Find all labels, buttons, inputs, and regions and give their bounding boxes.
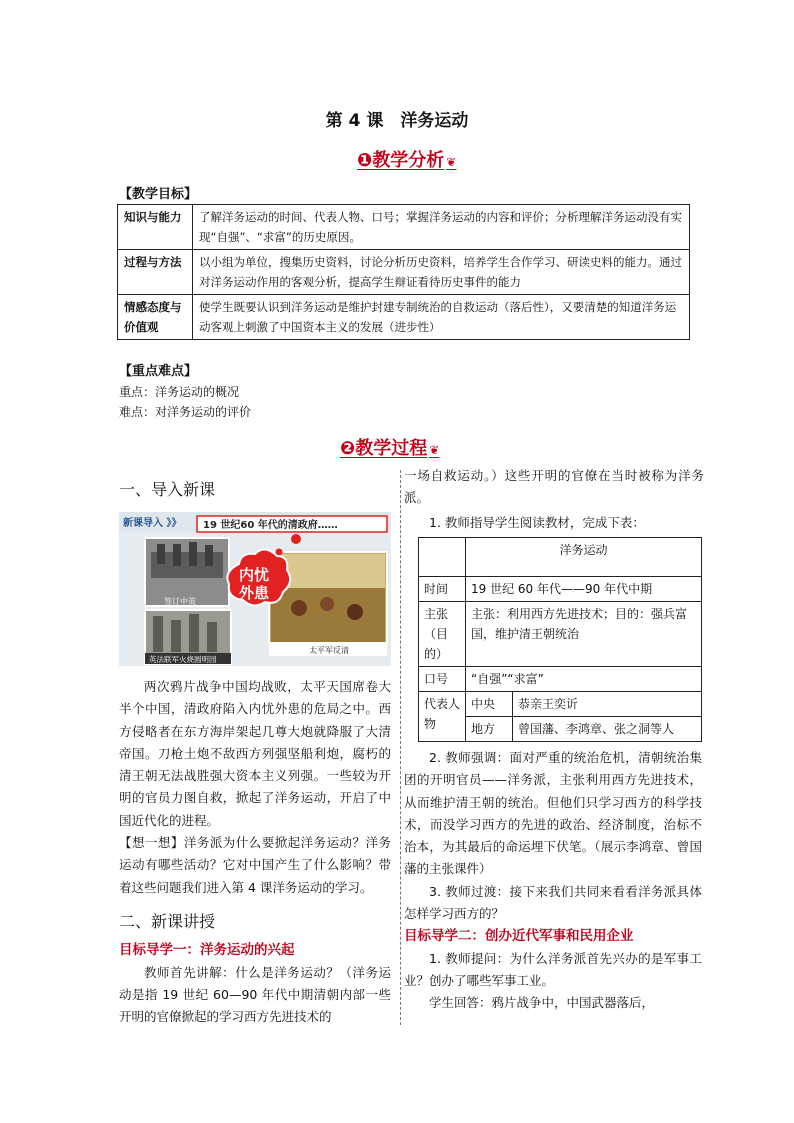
table-row: [419, 602, 702, 667]
table-row: [419, 538, 702, 577]
table-row: [118, 295, 690, 340]
goal-text: 了解洋务运动的时间、代表人物、口号；掌握洋务运动的内容和评价；分析理解洋务运动没有实现“自强”、“求富”的历史原因。: [193, 205, 690, 250]
goal-label: 过程与方法: [118, 250, 193, 295]
row-label-time: 时间: [419, 577, 466, 602]
key-heading: 【重点难点】: [119, 364, 198, 379]
section-number: ❷: [340, 438, 356, 459]
row-value-claim: 主张：利用西方先进技术；目的：强兵富国，维护清王朝统治: [466, 602, 702, 667]
goals-table: [117, 204, 690, 340]
table-row: [419, 577, 702, 602]
svg-text:内忧: 内忧: [239, 566, 270, 584]
image-banner: 19 世纪60 年代的清政府……: [203, 520, 338, 531]
table-row: [419, 692, 702, 717]
table-header: 洋务运动: [466, 538, 702, 577]
instruction-4: 1. 教师提问：为什么洋务派首先兴办的是军事工业？创办了哪些军事工业。: [404, 950, 702, 988]
goal-heading-1: 目标导学一：洋务运动的兴起: [119, 942, 295, 959]
sub-value-central: 恭亲王奕䜣: [513, 692, 702, 717]
new-lesson-heading: 二、新课讲授: [119, 911, 216, 931]
row-value-slogan: “自强”“求富”: [466, 667, 702, 692]
svg-text:外患: 外患: [239, 584, 270, 602]
row-value-time: 19 世纪 60 年代——90 年代中期: [466, 577, 702, 602]
think-question: 【想一想】洋务派为什么要掀起洋务运动？洋务运动有哪些活动？它对中国产生了什么影响？带着这些问题我们进入第 4 课洋务运动的学习。: [119, 835, 391, 895]
photo-caption-1: 签订中英: [164, 597, 196, 606]
sub-label-local: 地方: [466, 717, 513, 742]
section-number: ❶: [357, 150, 373, 171]
table-row: [419, 667, 702, 692]
section-title: 教学过程: [355, 438, 428, 459]
lesson-title: 第 4 课 洋务运动: [325, 111, 469, 131]
yangwu-table: [418, 537, 702, 742]
sub-label-central: 中央: [466, 692, 513, 717]
row-label-representatives: 代表人物: [419, 692, 466, 742]
instruction-2: 2. 教师强调：面对严重的统治危机，清朝统治集团的开明官员——洋务派，主张利用西方先进技术，从而维护清王朝的统治。但他们只学习西方的科学技术，而没学习西方的先进的政治、经济制度，治标不治本，为其最后的命运埋下伏笔。（展示李鸿章、曾国藩的主张课件）: [404, 750, 702, 877]
key-point: 重点：洋务运动的概况: [119, 385, 240, 399]
intro-heading: 一、导入新课: [119, 480, 216, 499]
table-row: [118, 250, 690, 295]
instruction-1: 1. 教师指导学生阅读教材，完成下表：: [429, 514, 645, 530]
intro-paragraph: 两次鸦片战争中国均战败，太平天国席卷大半个中国，清政府陷入内忧外患的危局之中。西方侵略者在东方海岸架起几尊大炮就降服了大清帝国。刀枪土炮不敌西方列强坚船利炮，腐朽的清王朝无法战胜强大资本主义列强。一些较为开明的官员力图自救，掀起了洋务运动，开启了中国近代化的进程。: [119, 679, 391, 828]
section-title: 教学分析: [372, 150, 445, 171]
student-answer: 学生回答：鸦片战争中，中国武器落后，: [429, 995, 655, 1011]
goals-heading: 【教学目标】: [119, 187, 198, 202]
goal-heading-2: 目标导学二：创办近代军事和民用企业: [404, 928, 634, 945]
goal-label: 知识与能力: [118, 205, 193, 250]
right-continuation: 一场自救运动。）这些开明的官僚在当时被称为洋务派。: [404, 468, 704, 506]
row-label-slogan: 口号: [419, 667, 466, 692]
section-heading-analysis: [357, 146, 456, 172]
intro-image-art: [119, 512, 391, 666]
teacher-explain-paragraph: 教师首先讲解：什么是洋务运动？（洋务运动是指 19 世纪 60—90 年代中期清朝内部一些开明的官僚掀起的学习西方先进技术的: [119, 964, 391, 1025]
section-heading-process: [340, 434, 439, 460]
leaf-icon: ❦: [446, 155, 457, 169]
photo-caption-3: 英法联军火烧圆明园: [149, 655, 217, 664]
goal-text: 以小组为单位，搜集历史资料，讨论分析历史资料，培养学生合作学习、研读史料的能力。通过对洋务运动作用的客观分析，提高学生辩证看待历史事件的能力: [193, 250, 690, 295]
goal-text: 使学生既要认识到洋务运动是维护封建专制统治的自救运动（落后性），又要清楚的知道洋务运动客观上刺激了中国资本主义的发展（进步性）: [193, 295, 690, 340]
painting-caption: 太平军反清: [309, 646, 349, 655]
instruction-3: 3. 教师过渡：接下来我们共同来看看洋务派具体怎样学习西方的？: [404, 883, 702, 922]
image-tag: 新课导入 》》: [123, 518, 182, 529]
difficult-point: 难点：对洋务运动的评价: [119, 405, 252, 419]
sub-value-local: 曾国藩、李鸿章、张之洞等人: [513, 717, 702, 742]
intro-image: [119, 512, 391, 666]
table-row: [118, 205, 690, 250]
leaf-icon: ❦: [429, 443, 440, 457]
row-label-claim: 主张（目的）: [419, 602, 466, 667]
column-divider: [400, 470, 401, 1025]
goal-label: 情感态度与价值观: [118, 295, 193, 340]
